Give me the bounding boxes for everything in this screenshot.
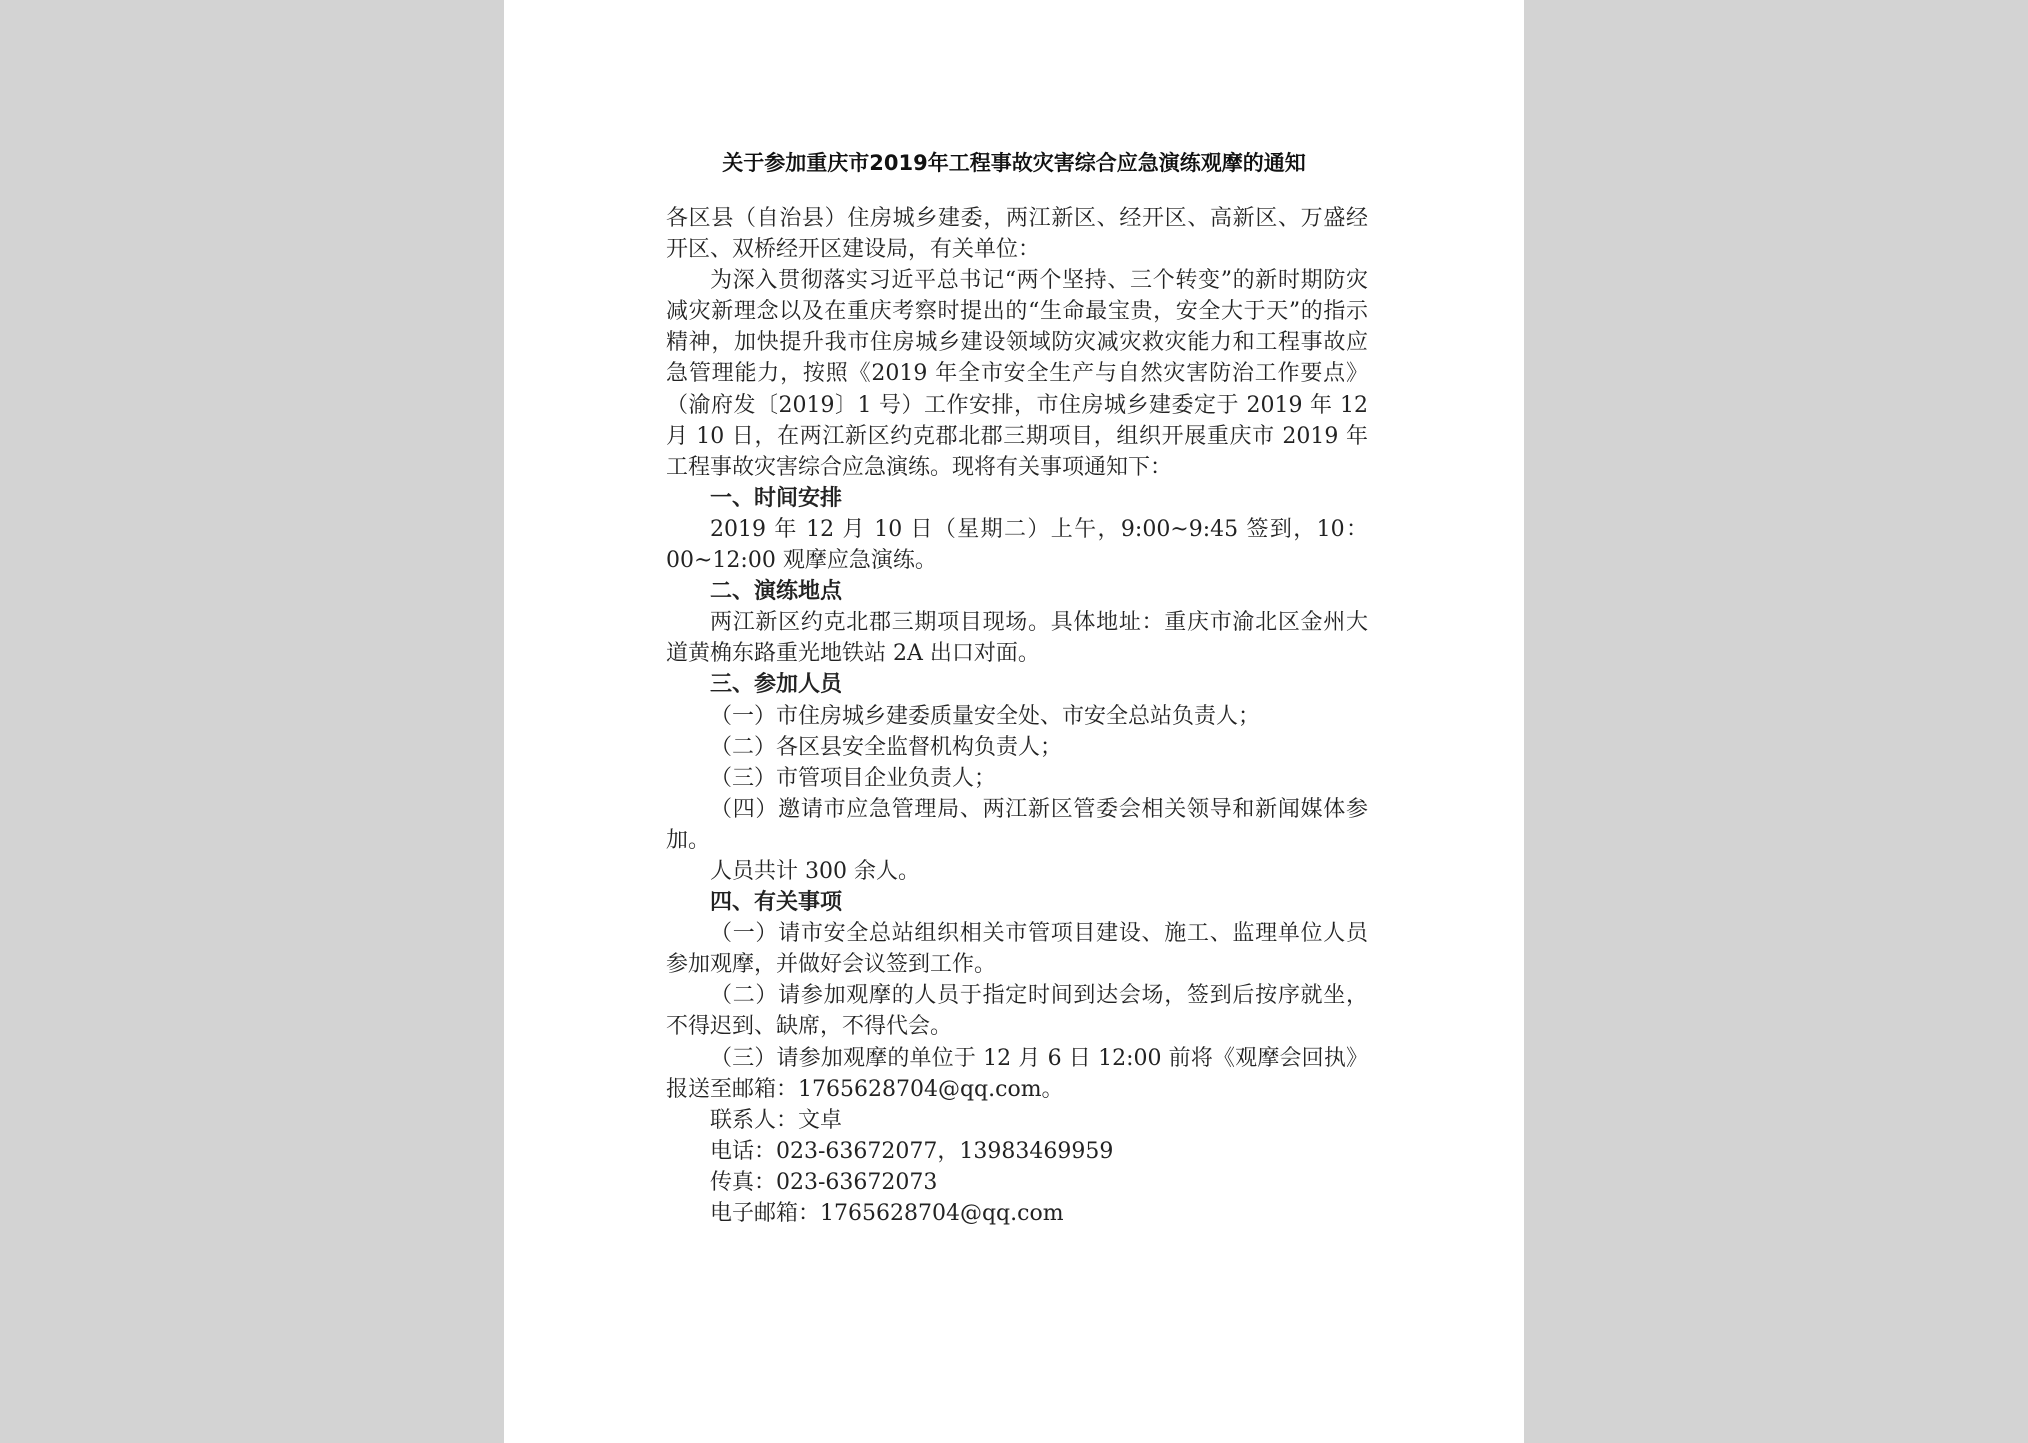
matters-item: （三）请参加观摩的单位于 12 月 6 日 12:00 前将《观摩会回执》报送至邮箱：1765628704@qq.com。: [666, 1045, 1368, 1102]
salutation: 各区县（自治县）住房城乡建委，两江新区、经开区、高新区、万盛经开区、双桥经开区建设局，有关单位：: [666, 206, 1368, 263]
section-text-location: 两江新区约克北郡三期项目现场。具体地址：重庆市渝北区金州大道黄桷东路重光地铁站 2A 出口对面。: [666, 610, 1368, 667]
section-text-time: 2019 年 12 月 10 日（星期二）上午，9:00~9:45 签到，10：00~12:00 观摩应急演练。: [666, 516, 1368, 574]
contact-person: 联系人：文卓: [710, 1107, 843, 1133]
matters-item: （一）请市安全总站组织相关市管项目建设、施工、监理单位人员参加观摩，并做好会议签到工作。: [666, 921, 1368, 978]
contact-email: 电子邮箱：1765628704@qq.com: [710, 1201, 1064, 1226]
matters-item: （二）请参加观摩的人员于指定时间到达会场，签到后按序就坐，不得迟到、缺席，不得代会。: [666, 983, 1368, 1040]
participants-total: 人员共计 300 余人。: [710, 858, 920, 884]
participants-item: （二）各区县安全监督机构负责人；: [710, 734, 1063, 760]
participants-item: （四）邀请市应急管理局、两江新区管委会相关领导和新闻媒体参加。: [666, 796, 1368, 853]
contact-fax: 传真：023-63672073: [710, 1169, 938, 1195]
section-heading-participants: 三、参加人员: [710, 672, 843, 698]
participants-item: （一）市住房城乡建委质量安全处、市安全总站负责人；: [710, 703, 1261, 729]
document-page: [504, 0, 1524, 1443]
document-title: 关于参加重庆市2019年工程事故灾害综合应急演练观摩的通知: [722, 151, 1306, 175]
section-heading-matters: 四、有关事项: [710, 890, 843, 916]
participants-item: （三）市管项目企业负责人；: [710, 765, 997, 791]
section-heading-time: 一、时间安排: [710, 485, 843, 511]
intro-paragraph: 为深入贯彻落实习近平总书记“两个坚持、三个转变”的新时期防灾减灾新理念以及在重庆考察时提出的“生命最宝贵，安全大于天”的指示精神，加快提升我市住房城乡建设领域防灾减灾救灾能力和工程事故应急管理能力，按照《2019 年全市安全生产与自然灾害防治工作要点》（渝府发〔2019〕1 号）工作安排，市住房城乡建委定于 2019 年 12 月 10 日，在两江新区约克郡北郡三期项目，组织开展重庆市 2019 年工程事故灾害综合应急演练。现将有关事项通知下：: [666, 268, 1368, 480]
contact-phone: 电话：023-63672077，13983469959: [710, 1138, 1114, 1164]
document-body: [666, 203, 1368, 1229]
section-heading-location: 二、演练地点: [710, 579, 843, 605]
